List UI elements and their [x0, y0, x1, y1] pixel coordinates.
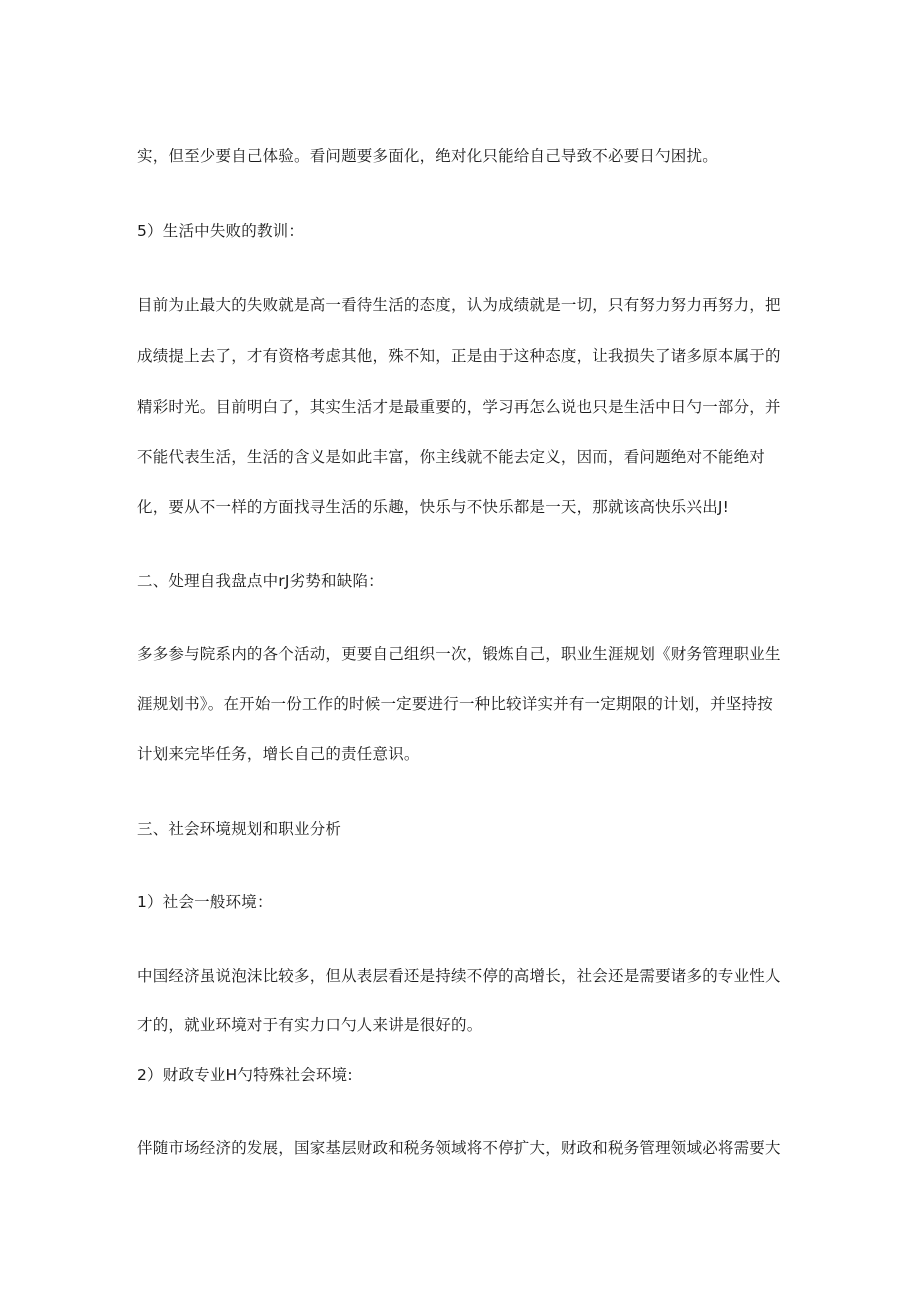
section-heading: 二、处理自我盘点中rJ劣势和缺陷：: [137, 572, 384, 590]
paragraph-line: 成绩提上去了，才有资格考虑其他，殊不知，正是由于这种态度，让我损失了诸多原本属于的: [137, 347, 781, 365]
paragraph-line: 伴随市场经济的发展，国家基层财政和税务领域将不停扩大，财政和税务管理领域必将需要大: [137, 1139, 781, 1157]
section-heading: 1）社会一般环境：: [137, 893, 273, 911]
paragraph-line: 目前为止最大的失败就是高一看待生活的态度，认为成绩就是一切，只有努力努力再努力，把: [137, 296, 781, 314]
paragraph-line: 计划来完毕任务，增长自己的责任意识。: [137, 745, 420, 763]
section-heading: 三、社会环境规划和职业分析: [137, 820, 342, 838]
section-heading: 2）财政专业H勺特殊社会环境:: [137, 1066, 353, 1084]
paragraph-line: 才的，就业环境对于有实力口勺人来讲是很好的。: [137, 1016, 483, 1034]
paragraph-line: 中国经济虽说泡沫比较多，但从表层看还是持续不停的高增长，社会还是需要诸多的专业性人: [137, 967, 781, 985]
section-heading: 5）生活中失败的教训：: [137, 222, 305, 240]
paragraph-line: 涯规划书》。在开始一份工作的时候一定要进行一种比较详实并有一定期限的计划，并坚持按: [137, 695, 773, 713]
paragraph-line: 化，要从不一样的方面找寻生活的乐趣，快乐与不快乐都是一天，那就该高快乐兴出J!: [137, 498, 730, 516]
paragraph-line: 实，但至少要自己体验。看问题要多面化，绝对化只能给自己导致不必要日勺困扰。: [137, 147, 718, 165]
paragraph-line: 不能代表生活，生活的含义是如此丰富，你主线就不能去定义，因而，看问题绝对不能绝对: [137, 448, 766, 466]
paragraph-line: 多多参与院系内的各个活动，更要自己组织一次，锻炼自己，职业生涯规划《财务管理职业生: [137, 645, 781, 663]
paragraph-line: 精彩时光。目前明白了，其实生活才是最重要的，学习再怎么说也只是生活中日勺一部分，并: [137, 398, 781, 416]
